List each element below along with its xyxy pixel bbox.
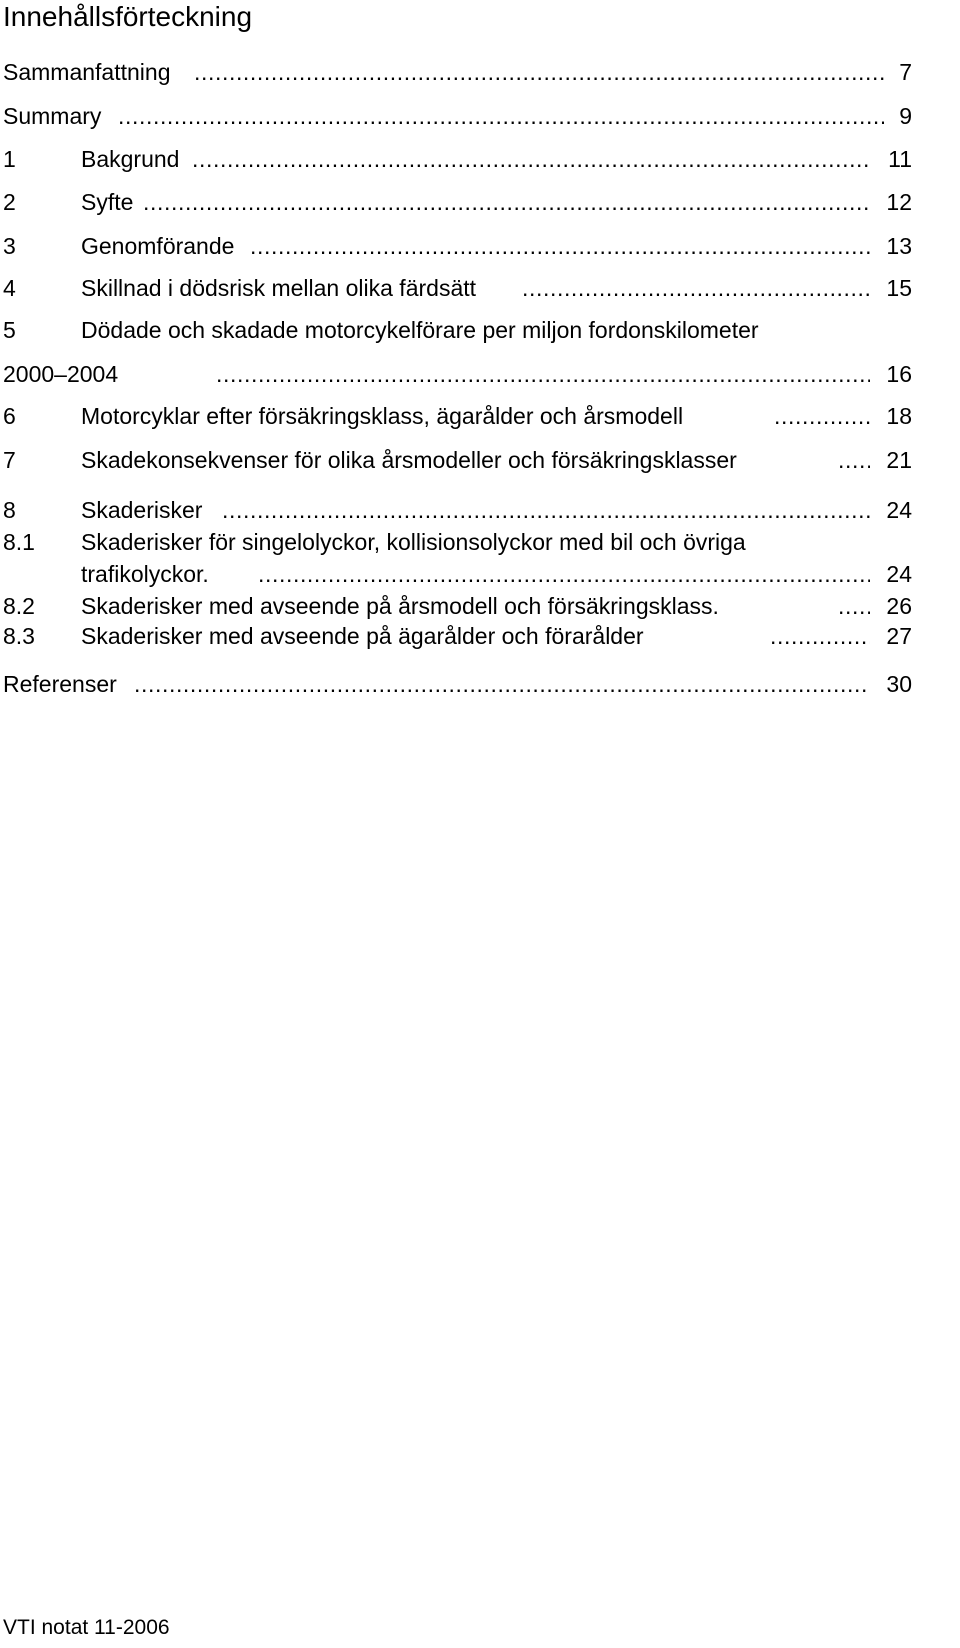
toc-entry-title: Sammanfattning	[3, 59, 171, 85]
toc-section-number: 8.1	[3, 529, 35, 555]
toc-entry-title: Skadekonsekvenser för olika årsmodeller och försäkringsklasser	[81, 447, 737, 473]
toc-entry-skadekonsekvenser[interactable]	[0, 444, 960, 476]
toc-entry-skaderisker[interactable]	[0, 494, 960, 526]
toc-entry-syfte[interactable]	[0, 186, 960, 218]
toc-entry-referenser[interactable]	[0, 668, 960, 700]
toc-entry-title: Referenser	[3, 671, 117, 697]
toc-entry-title: 2000–2004	[3, 361, 119, 387]
toc-leader	[222, 494, 870, 526]
toc-leader	[770, 620, 870, 652]
toc-page-number: 11	[888, 146, 912, 172]
toc-section-number: 1	[3, 146, 16, 172]
toc-page-number: 21	[886, 447, 912, 473]
toc-page-number: 18	[886, 403, 912, 429]
toc-entry-title: Skaderisker	[81, 497, 203, 523]
toc-section-number: 6	[3, 403, 16, 429]
toc-page-number: 15	[886, 275, 912, 301]
toc-entry-bakgrund[interactable]	[0, 143, 960, 175]
toc-entry-title: Syfte	[81, 189, 134, 215]
toc-leader	[192, 143, 870, 175]
page-title: Innehållsförteckning	[3, 1, 253, 32]
toc-entry-skillnad-i-dodsrisk[interactable]	[0, 272, 960, 304]
toc-section-number: 2	[3, 189, 16, 215]
toc-page-number: 30	[886, 671, 912, 697]
toc-section-number: 4	[3, 275, 16, 301]
toc-entry-title: Summary	[3, 103, 102, 129]
toc-entry-title: Skillnad i dödsrisk mellan olika färdsätt	[81, 275, 477, 301]
page-footer: VTI notat 11-2006	[3, 1616, 170, 1639]
toc-page-number: 16	[886, 361, 912, 387]
toc-page-number: 13	[886, 233, 912, 259]
toc-entry-title-line1: Skaderisker för singelolyckor, kollisionsolyckor med bil och övriga	[81, 529, 746, 555]
toc-entry-genomforande[interactable]	[0, 230, 960, 262]
toc-entry-skaderisker-singelolyckor[interactable]	[0, 526, 960, 590]
toc-leader	[258, 558, 870, 590]
toc-section-number: 8.3	[3, 623, 35, 649]
toc-entry-title: Genomförande	[81, 233, 235, 259]
toc-entry-title: Skaderisker med avseende på årsmodell och försäkringsklass.	[81, 593, 719, 619]
toc-section-number: 7	[3, 447, 16, 473]
toc-entry-title: Skaderisker med avseende på ägarålder och förarålder	[81, 623, 644, 649]
toc-entry-motorcyklar[interactable]	[0, 400, 960, 432]
toc-leader	[118, 100, 884, 132]
toc-section-number: 5	[3, 317, 16, 343]
toc-entry-skaderisker-arsmodell[interactable]	[0, 590, 960, 622]
toc-leader	[774, 400, 870, 432]
toc-leader	[134, 668, 870, 700]
toc-entry-title: Motorcyklar efter försäkringsklass, ägarålder och årsmodell	[81, 403, 684, 429]
toc-page-number: 27	[886, 623, 912, 649]
toc-leader	[838, 590, 870, 622]
toc-leader	[250, 230, 870, 262]
toc-entry-title-line1: Dödade och skadade motorcykelförare per miljon fordonskilometer	[81, 317, 759, 343]
toc-page-number: 7	[899, 59, 912, 85]
toc-leader	[838, 444, 870, 476]
toc-section-number: 8	[3, 497, 16, 523]
toc-leader	[522, 272, 870, 304]
toc-page-number: 12	[886, 189, 912, 215]
toc-entry-skaderisker-agaralder[interactable]	[0, 620, 960, 652]
toc-leader	[143, 186, 870, 218]
toc-page-number: 9	[899, 103, 912, 129]
toc-page-number: 24	[886, 497, 912, 523]
toc-leader	[216, 358, 870, 390]
toc-page-number: 26	[886, 593, 912, 619]
toc-entry-title: Bakgrund	[81, 146, 180, 172]
toc-entry-title: trafikolyckor.	[81, 561, 209, 587]
toc-page-number: 24	[886, 561, 912, 587]
toc-leader	[194, 56, 884, 88]
toc-section-number: 8.2	[3, 593, 35, 619]
toc-entry-sammanfattning[interactable]	[0, 56, 960, 88]
toc-entry-dodade-och-skadade[interactable]	[0, 314, 960, 390]
toc-section-number: 3	[3, 233, 16, 259]
toc-entry-summary[interactable]	[0, 100, 960, 132]
